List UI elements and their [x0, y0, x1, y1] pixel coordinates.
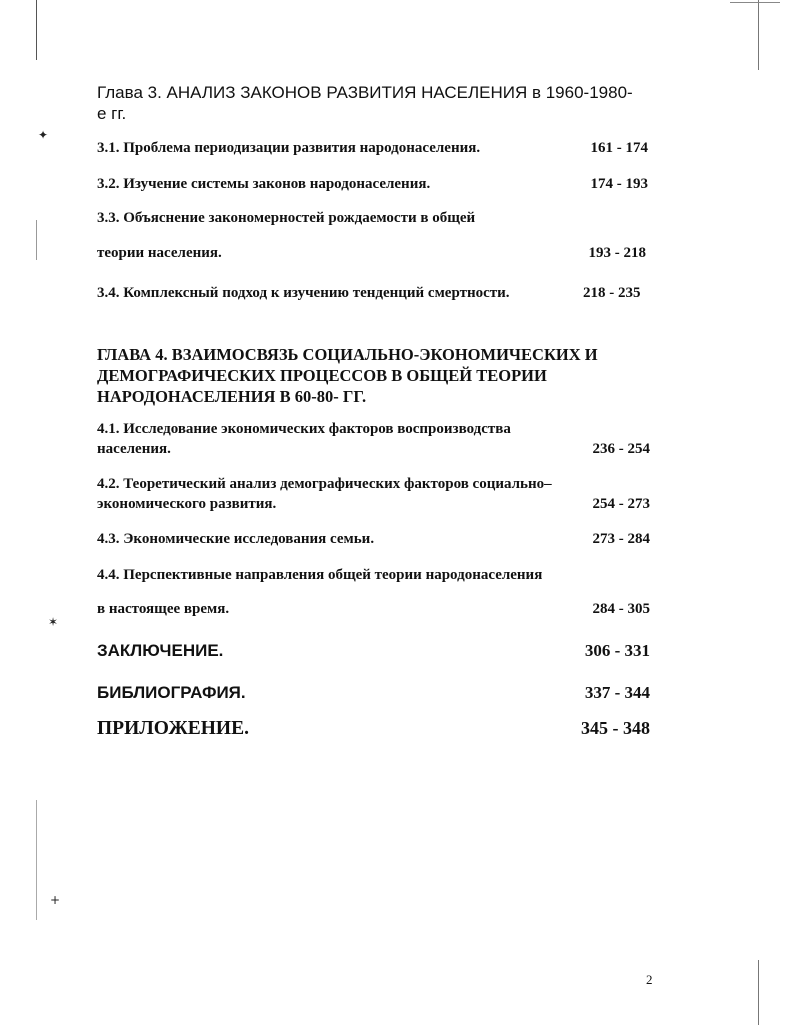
- chapter3-title-line2: е гг.: [97, 104, 127, 123]
- bibliography-label: БИБЛИОГРАФИЯ.: [97, 683, 246, 702]
- scan-edge-left-2: [36, 220, 37, 260]
- toc-item-4-4-pages: 284 - 305: [592, 601, 650, 617]
- toc-item-3-1-label: 3.1. Проблема периодизации развития народонаселения.: [97, 140, 481, 156]
- bibliography-pages: 337 - 344: [584, 683, 650, 702]
- scan-speck: ✶: [48, 615, 59, 629]
- toc-item-4-3-pages: 273 - 284: [592, 531, 650, 547]
- toc-item-3-4-pages: 218 - 235: [583, 285, 641, 301]
- appendix-pages: 345 - 348: [581, 718, 650, 738]
- chapter3-title: [97, 82, 633, 124]
- toc-item-4-1-label: 4.1. Исследование экономических факторов воспроизводства: [97, 421, 511, 437]
- toc-item-4-4-label-cont: в настоящее время.: [97, 601, 230, 617]
- toc-item-4-4-label: 4.4. Перспективные направления общей теории народонаселения: [97, 567, 543, 583]
- toc-item-4-2-pages: 254 - 273: [592, 496, 650, 512]
- scan-edge-right: [758, 0, 759, 70]
- scan-speck: +: [50, 893, 61, 907]
- toc-item-3-3-pages: 193 - 218: [588, 245, 646, 261]
- scan-edge-left-3: [36, 800, 37, 920]
- scan-edge-right-2: [758, 960, 759, 1025]
- toc-item-3-3-label-cont: теории населения.: [97, 245, 222, 261]
- scan-edge-left: [36, 0, 37, 60]
- appendix-label: ПРИЛОЖЕНИЕ.: [97, 718, 249, 739]
- chapter4-title: [97, 344, 598, 407]
- scan-edge-right-top: [730, 2, 780, 3]
- chapter4-title-line1: ГЛАВА 4. ВЗАИМОСВЯЗЬ СОЦИАЛЬНО-ЭКОНОМИЧЕСКИХ И: [97, 345, 598, 364]
- chapter4-title-line3: НАРОДОНАСЕЛЕНИЯ В 60-80- ГГ.: [97, 387, 367, 406]
- toc-item-4-3-label: 4.3. Экономические исследования семьи.: [97, 531, 375, 547]
- toc-item-3-2-label: 3.2. Изучение системы законов народонаселения.: [97, 176, 431, 192]
- toc-item-3-2-pages: 174 - 193: [590, 176, 648, 192]
- toc-item-4-1-label-cont: населения.: [97, 441, 171, 457]
- toc-item-3-4-label: 3.4. Комплексный подход к изучению тенденций смертности.: [97, 285, 510, 301]
- scan-speck: ✦: [38, 128, 49, 142]
- chapter4-title-line2: ДЕМОГРАФИЧЕСКИХ ПРОЦЕССОВ В ОБЩЕЙ ТЕОРИИ: [97, 366, 547, 385]
- toc-item-3-1-pages: 161 - 174: [590, 140, 648, 156]
- page-number: 2: [646, 972, 653, 987]
- conclusion-label: ЗАКЛЮЧЕНИЕ.: [97, 641, 224, 660]
- toc-item-3-3-label: 3.3. Объяснение закономерностей рождаемости в общей: [97, 210, 476, 226]
- conclusion-pages: 306 - 331: [584, 641, 650, 660]
- toc-item-4-1-pages: 236 - 254: [592, 441, 650, 457]
- toc-item-4-2-label-cont: экономического развития.: [97, 496, 277, 512]
- chapter3-title-line1: Глава 3. АНАЛИЗ ЗАКОНОВ РАЗВИТИЯ НАСЕЛЕНИЯ в 1960-1980-: [97, 83, 633, 102]
- toc-item-4-2-label: 4.2. Теоретический анализ демографических факторов социально–: [97, 476, 552, 492]
